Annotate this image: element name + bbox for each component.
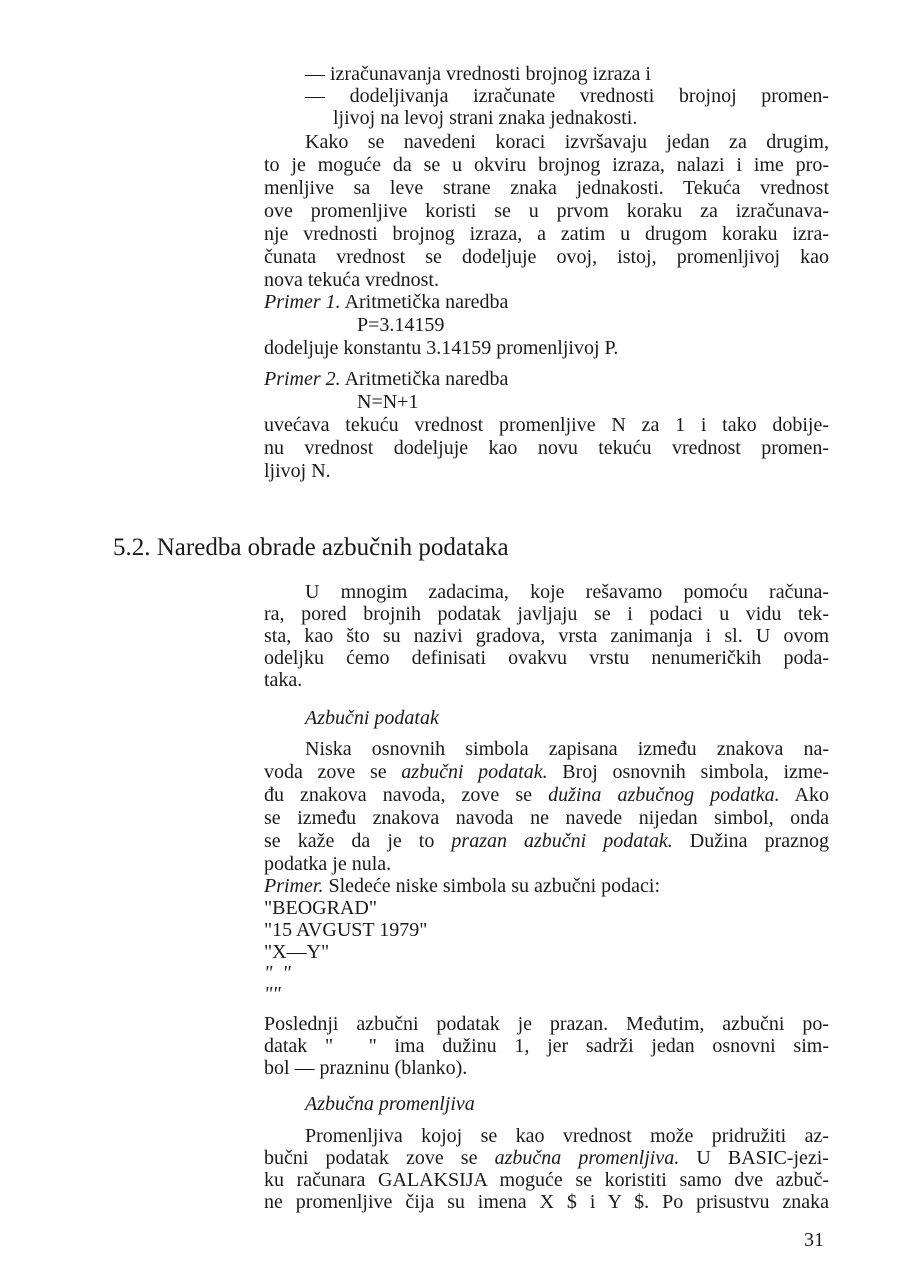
example-text: Sledeće niske simbola su azbučni podaci: — [323, 875, 661, 897]
list-item: — dodeljivanja izračunate vrednosti brojnoj promen- — [305, 85, 829, 107]
italic-term: prazan azbučni podatak. — [451, 830, 673, 852]
list-item: — izračunavanja vrednosti brojnog izraza i — [305, 63, 651, 85]
text-line: odeljku ćemo definisati ovakvu vrstu nenumeričkih poda- — [264, 647, 829, 669]
example-label: Primer 2. — [264, 368, 341, 390]
subheading: Azbučna promenljiva — [305, 1093, 475, 1115]
text-line: U mnogim zadacima, koje rešavamo pomoću računa- — [305, 581, 829, 603]
text-line: ra, pored brojnih podatak javljaju se i podaci u vidu tek- — [264, 603, 829, 625]
text-line: Poslednji azbučni podatak je prazan. Međutim, azbučni po- — [264, 1013, 829, 1035]
example-label: Primer. — [264, 875, 324, 897]
text-line: podatka je nula. — [264, 853, 392, 875]
example-3-line — [264, 874, 660, 898]
text-line: bučni podatak zove se azbučna promenljiva. U BASIC-jezi- — [264, 1147, 829, 1169]
section-number: 5.2. — [113, 534, 151, 561]
text-line: đu znakova navoda, zove se dužina azbučnog podatka. Ako — [264, 784, 829, 806]
italic-term: azbučni podatak. — [401, 761, 548, 783]
example-label: Primer 1. — [264, 291, 341, 313]
text-line: Niska osnovnih simbola zapisana između znakova na- — [305, 738, 829, 760]
example-text: Aritmetička naredba — [340, 368, 509, 390]
text-line: bol — prazninu (blanko). — [264, 1057, 468, 1079]
text-line: uvećava tekuću vrednost promenljive N za 1 i tako dobije- — [264, 414, 829, 436]
text-line: Promenljiva kojoj se kao vrednost može pridružiti az- — [305, 1125, 829, 1147]
text-line: voda zove se azbučni podatak. Broj osnovnih simbola, izme- — [264, 761, 829, 783]
text-line: ove promenljive koristi se u prvom koraku za izračunava- — [264, 200, 829, 222]
list-item-continuation: ljivoj na levoj strani znaka jednakosti. — [333, 107, 638, 129]
text-line: ne promenljive čija su imena X $ i Y $. Po prisustvu znaka — [264, 1191, 829, 1213]
string-example: "15 AVGUST 1979" — [264, 919, 428, 941]
text-line: Kako se navedeni koraci izvršavaju jedan za drugim, — [305, 131, 829, 153]
subheading: Azbučni podatak — [305, 707, 439, 729]
text-line: menljive sa leve strane znaka jednakosti. Tekuća vrednost — [264, 177, 829, 199]
text-line: dodeljuje konstantu 3.14159 promenljivoj P. — [264, 337, 619, 359]
example-2-line — [264, 367, 508, 391]
text-line: datak " " ima dužinu 1, jer sadrži jedan osnovni sim- — [264, 1035, 829, 1057]
page-number: 31 — [804, 1229, 824, 1251]
example-text: Aritmetička naredba — [340, 291, 509, 313]
italic-term: dužina azbučnog podatka. — [548, 784, 780, 806]
string-example: "X—Y" — [264, 941, 330, 963]
string-example: "" — [264, 983, 281, 1005]
text-line: nu vrednost dodeljuje kao novu tekuću vrednost promen- — [264, 437, 829, 459]
text-line: nova tekuća vrednost. — [264, 269, 439, 291]
text-line: to je moguće da se u okviru brojnog izraza, nalazi i ime pro- — [264, 154, 829, 176]
section-title: Naredba obrade azbučnih podataka — [156, 534, 509, 561]
text-line: ku računara GALAKSIJA moguće se koristiti samo dve azbuč- — [264, 1169, 829, 1191]
section-heading — [113, 533, 509, 563]
code-line: P=3.14159 — [357, 314, 445, 336]
text-line: se kaže da je to prazan azbučni podatak. Dužina praznog — [264, 830, 829, 852]
text-line: nje vrednosti brojnog izraza, a zatim u drugom koraku izra- — [264, 223, 829, 245]
example-1-line — [264, 290, 508, 314]
text-line: taka. — [264, 669, 303, 691]
code-line: N=N+1 — [357, 391, 419, 413]
text-line: se između znakova navoda ne navede nijedan simbol, onda — [264, 807, 829, 829]
text-line: sta, kao što su nazivi gradova, vrsta zanimanja i sl. U ovom — [264, 625, 829, 647]
text-line: čunata vrednost se dodeljuje ovoj, istoj, promenljivoj kao — [264, 246, 829, 268]
text-line: ljivoj N. — [264, 460, 331, 482]
string-example: "BEOGRAD" — [264, 897, 377, 919]
string-example: " " — [264, 962, 291, 984]
italic-term: azbučna promenljiva. — [494, 1147, 680, 1169]
